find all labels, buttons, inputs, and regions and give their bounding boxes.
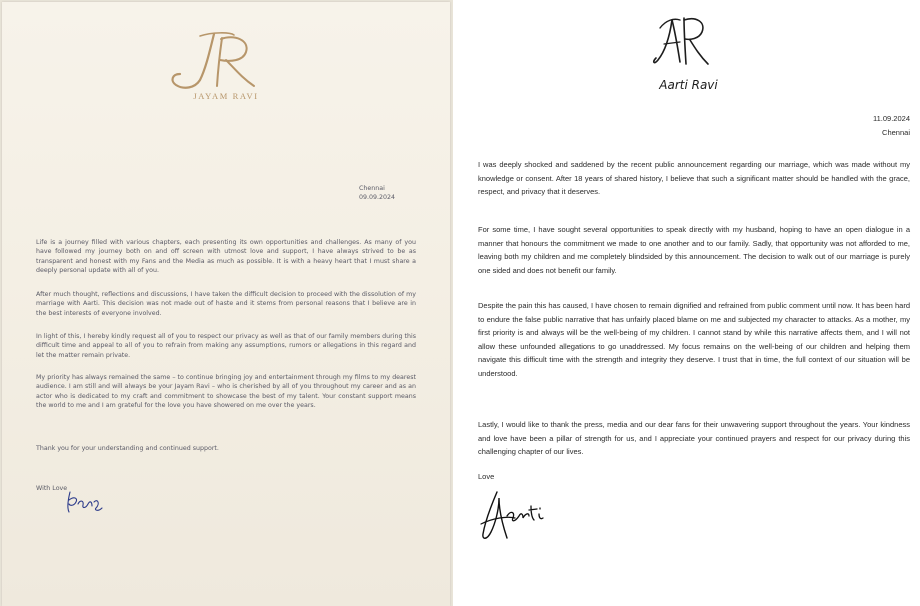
letter-date: 11.09.2024 (873, 114, 910, 123)
letter-paragraph: Life is a journey filled with various chapters, each presenting its own opportunities and challenges. As many of you have followed my journey both on and off screen with utmost love and support, I have always strived to be as transparent and honest with my Fans and the Media as much as possible. It is with a heavy heart that I must share a deeply personal update with all of you. (36, 239, 416, 274)
letter-paragraph: I was deeply shocked and saddened by the recent public announcement regarding our marriage, which was made without my knowledge or consent. After 18 years of shared history, I believe that such a significant matter should be handled with the grace, respect, and privacy that it deserves. (478, 160, 910, 196)
letter-place: Chennai (882, 128, 910, 137)
letter-paragraph: Lastly, I would like to thank the press, media and our dear fans for their unwavering support throughout the years. Your kindness and love have been a pillar of strength for us, and I appreciate your continued prayers and respect for our privacy during this challenging chapter of our lives. (478, 420, 910, 456)
letter-date: 09.09.2024 (359, 194, 396, 201)
sign-off: Love (478, 472, 495, 481)
letter-paragraph: Thank you for your understanding and continued support. (36, 445, 219, 452)
jr-monogram-logo (160, 30, 270, 92)
letter-paragraph: My priority has always remained the same – to continue bringing joy and entertainment through my films to my dearest audience. I am still and will always be your Jayam Ravi – who is cherished by all of you throughout my career and as an actor who is dedicated to my craft and commitment to showcase the best of my talent. Your constant support means the world to me and I am grateful for the love you have showered on me over the years. (36, 374, 416, 409)
sign-off: With Love (36, 485, 68, 492)
letterhead-name: JAYAM RAVI (193, 91, 259, 101)
letter-paragraph: For some time, I have sought several opportunities to speak directly with my husband, hoping to have an open dialogue in a manner that honours the commitment we made to one another and to our family. Sadly, that opportunity was not afforded to me, leaving both my children and me completely blindsided by this announcement. The decision to walk out of our marriage is purely one sided and does not benefit our family. (478, 225, 910, 275)
letter-place: Chennai (359, 185, 385, 192)
letter-paragraph: After much thought, reflections and discussions, I have taken the difficult decision to proceed with the dissolution of my marriage with Aarti. This decision was not made out of haste and it stems from personal reasons that I believe are in the best interests of everyone involved. (36, 291, 416, 317)
letter-paper (2, 2, 450, 606)
letter-paragraph: In light of this, I hereby kindly request all of you to respect our privacy as well as that of our family members during this difficult time and appeal to all of you to refrain from making any assumptions, rumors or allegations in this regard and let the matter remain private. (36, 333, 416, 359)
right-letter (457, 0, 920, 606)
letter-paragraph: Despite the pain this has caused, I have chosen to remain dignified and refrained from public comment until now. It has been hard to endure the false public narrative that has unfairly placed blame on me and subjected my character to attacks. As a mother, my first priority is and always will be the well-being of my children. I cannot stand by while this narrative affects them, and I will not allow these unfounded allegations to go unaddressed. My focus remains on the well-being of our children and helping them navigate this difficult time with the strength and integrity they deserve. I trust that in time, the full context of our situation will be understood. (478, 301, 910, 378)
letterhead-name: Aarti Ravi (659, 78, 718, 92)
handwritten-signature (477, 484, 563, 546)
handwritten-signature (64, 488, 108, 516)
left-letter-photo (0, 0, 453, 606)
ar-monogram-logo (650, 12, 712, 72)
